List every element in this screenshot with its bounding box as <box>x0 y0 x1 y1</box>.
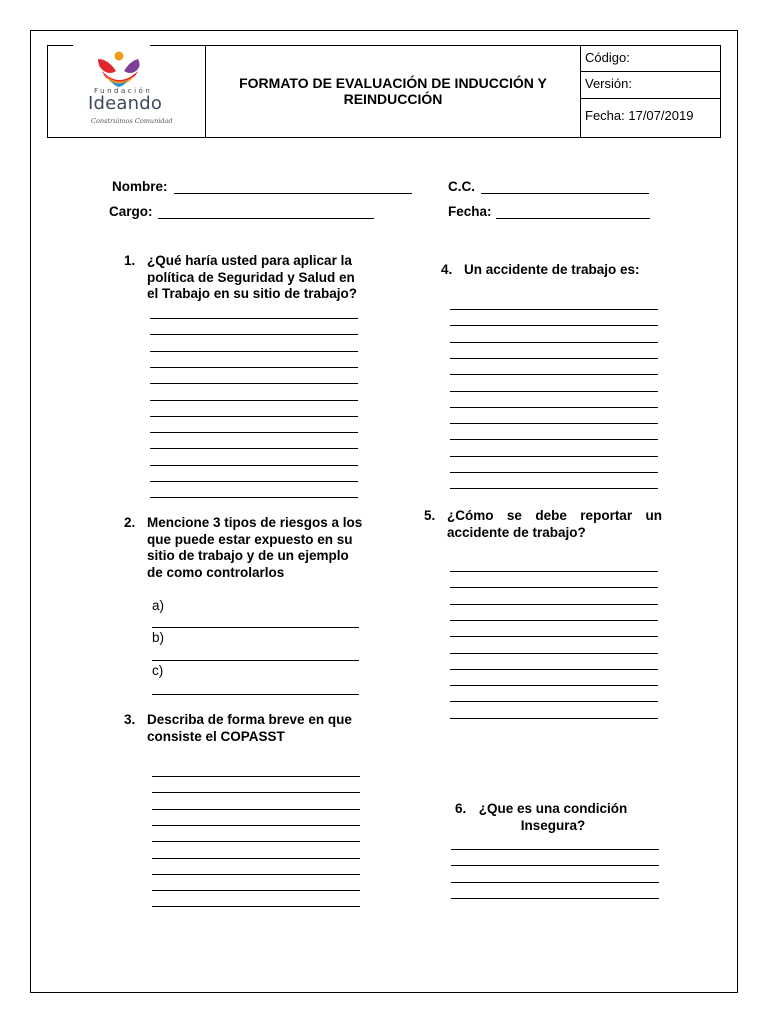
title-cell <box>205 45 580 138</box>
answer-line[interactable] <box>451 849 659 850</box>
answer-line[interactable] <box>450 309 658 310</box>
answer-line[interactable] <box>152 858 360 859</box>
answer-line[interactable] <box>152 874 360 875</box>
answer-line[interactable] <box>450 653 658 654</box>
answer-line[interactable] <box>152 792 360 793</box>
question-text: Describa de forma breve en que consiste el COPASST <box>147 712 352 744</box>
codigo-label: Código: <box>585 50 630 65</box>
answer-line[interactable] <box>450 456 658 457</box>
question-number: 5. <box>424 508 436 523</box>
cargo-label: Cargo: <box>109 204 153 219</box>
answer-line[interactable] <box>450 718 658 719</box>
question-5 <box>424 508 662 542</box>
document-header <box>47 45 721 138</box>
answer-line[interactable] <box>450 488 658 489</box>
fecha-label: Fecha: <box>448 204 492 219</box>
logo-foundation-text: Fundación <box>94 87 153 95</box>
version-label: Versión: <box>585 76 632 91</box>
answer-line[interactable] <box>451 898 659 899</box>
answer-line[interactable] <box>450 374 658 375</box>
option-b-label: b) <box>152 630 165 645</box>
answer-line[interactable] <box>150 334 358 335</box>
answer-line[interactable] <box>450 701 658 702</box>
question-6 <box>455 801 655 835</box>
question-3 <box>124 712 364 746</box>
cc-field[interactable] <box>481 193 649 194</box>
answer-line[interactable] <box>152 809 360 810</box>
answer-line[interactable] <box>450 342 658 343</box>
answer-line[interactable] <box>451 865 659 866</box>
answer-line[interactable] <box>152 825 360 826</box>
answer-line[interactable] <box>450 669 658 670</box>
meta-cell <box>580 45 721 138</box>
option-c-answer-line[interactable] <box>152 694 359 695</box>
answer-line[interactable] <box>450 407 658 408</box>
meta-divider <box>581 98 720 99</box>
answer-line[interactable] <box>150 383 358 384</box>
answer-line[interactable] <box>150 481 358 482</box>
logo-figures-icon <box>86 49 176 89</box>
question-4 <box>441 262 661 280</box>
answer-line[interactable] <box>152 776 360 777</box>
answer-line[interactable] <box>150 448 358 449</box>
answer-line[interactable] <box>152 841 360 842</box>
question-text: Mencione 3 tipos de riesgos a los que puede estar expuesto en su sitio de trabajo y de un ejemplo de como controlarlos <box>147 515 363 580</box>
fecha-document-label: Fecha: 17/07/2019 <box>585 108 694 123</box>
document-title: FORMATO DE EVALUACIÓN DE INDUCCIÓN Y REINDUCCIÓN <box>239 75 547 107</box>
answer-line[interactable] <box>450 325 658 326</box>
question-2 <box>124 515 364 585</box>
meta-divider <box>581 71 720 72</box>
option-a-answer-line[interactable] <box>152 627 359 628</box>
answer-line[interactable] <box>450 423 658 424</box>
answer-line[interactable] <box>150 367 358 368</box>
answer-line[interactable] <box>450 604 658 605</box>
answer-line[interactable] <box>150 432 358 433</box>
option-a-label: a) <box>152 598 165 613</box>
logo-cell <box>47 45 205 138</box>
nombre-label: Nombre: <box>112 179 168 194</box>
question-text: ¿Que es una condición Insegura? <box>478 801 628 833</box>
question-1 <box>124 253 364 305</box>
fecha-field[interactable] <box>496 218 650 219</box>
answer-line[interactable] <box>451 882 659 883</box>
logo-brand-text: Ideando <box>88 93 163 114</box>
cargo-field[interactable] <box>158 218 374 219</box>
answer-line[interactable] <box>150 416 358 417</box>
question-text: Un accidente de trabajo es: <box>464 262 640 277</box>
fundacion-ideando-logo <box>86 49 176 129</box>
answer-line[interactable] <box>152 906 360 907</box>
question-text: ¿Qué haría usted para aplicar la política de Seguridad y Salud en el Trabajo en su sitio de trabajo? <box>147 253 358 301</box>
question-number: 2. <box>124 515 136 530</box>
logo-slogan-text: Construimos Comunidad <box>91 117 173 125</box>
answer-line[interactable] <box>150 497 358 498</box>
answer-line[interactable] <box>150 465 358 466</box>
answer-line[interactable] <box>450 358 658 359</box>
option-c-label: c) <box>152 663 164 678</box>
option-b-answer-line[interactable] <box>152 660 359 661</box>
answer-line[interactable] <box>450 439 658 440</box>
answer-line[interactable] <box>150 400 358 401</box>
answer-line[interactable] <box>150 351 358 352</box>
answer-line[interactable] <box>450 571 658 572</box>
answer-line[interactable] <box>450 636 658 637</box>
answer-line[interactable] <box>450 391 658 392</box>
answer-line[interactable] <box>450 620 658 621</box>
question-number: 4. <box>441 262 453 277</box>
question-number: 3. <box>124 712 136 727</box>
answer-line[interactable] <box>450 685 658 686</box>
answer-line[interactable] <box>152 890 360 891</box>
question-number: 1. <box>124 253 136 268</box>
question-number: 6. <box>455 801 467 816</box>
answer-line[interactable] <box>450 587 658 588</box>
cc-label: C.C. <box>448 179 475 194</box>
answer-line[interactable] <box>150 318 358 319</box>
question-text: ¿Cómo se debe reportar un accidente de trabajo? <box>447 508 662 540</box>
nombre-field[interactable] <box>174 193 412 194</box>
answer-line[interactable] <box>450 472 658 473</box>
